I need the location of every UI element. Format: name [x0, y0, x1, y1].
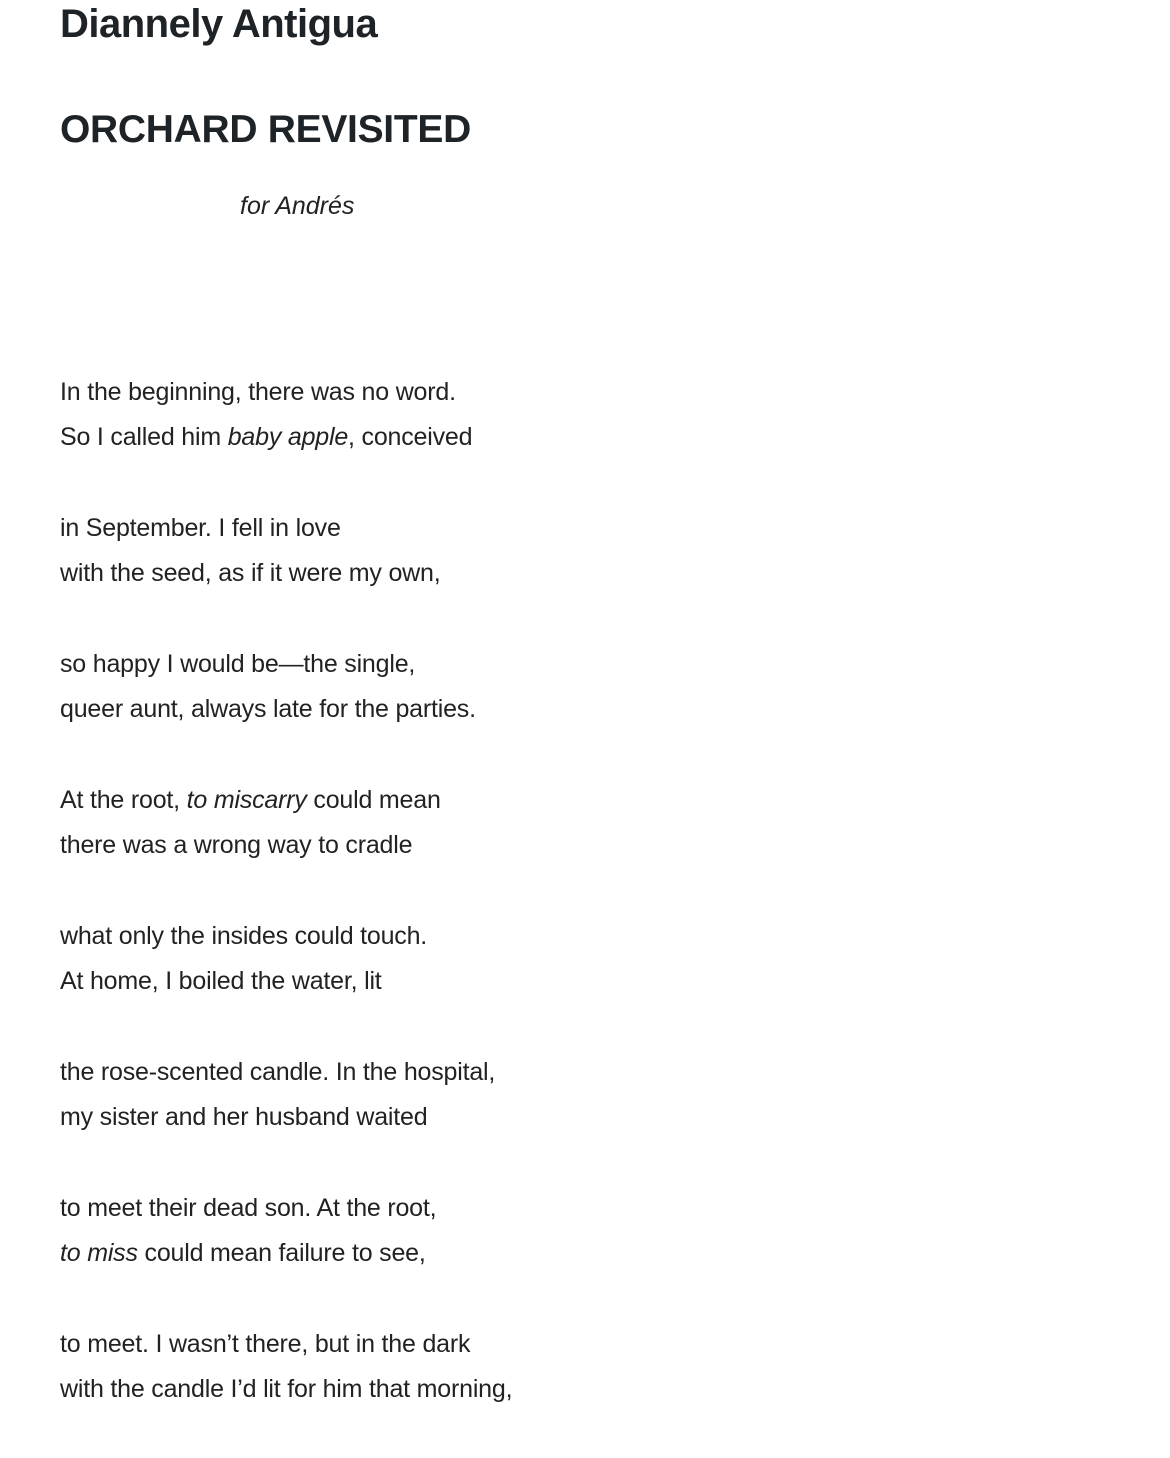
- poem-line: So I called him baby apple, conceived: [60, 423, 473, 451]
- stanza: [60, 642, 960, 732]
- poem-line: what only the insides could touch.: [60, 922, 428, 950]
- poem-line: At home, I boiled the water, lit: [60, 967, 382, 995]
- poem-line: the rose-scented candle. In the hospital,: [60, 1058, 496, 1086]
- poem-line: with the candle I’d lit for him that morning,: [60, 1375, 513, 1403]
- poem-line: in September. I fell in love: [60, 514, 341, 542]
- poem-line: there was a wrong way to cradle: [60, 831, 413, 859]
- stanza: [60, 506, 960, 596]
- poem-line: to meet. I wasn’t there, but in the dark: [60, 1330, 471, 1358]
- dedication: for Andrés: [240, 192, 355, 220]
- poem-line: queer aunt, always late for the parties.: [60, 695, 476, 723]
- poem-line: At the root, to miscarry could mean: [60, 786, 441, 814]
- poem-line: to miss could mean failure to see,: [60, 1239, 426, 1267]
- stanza: [60, 1322, 960, 1412]
- poem-line: In the beginning, there was no word.: [60, 378, 456, 406]
- stanza: [60, 914, 960, 1004]
- stanza: [60, 1050, 960, 1140]
- poem-line: my sister and her husband waited: [60, 1103, 428, 1131]
- poem-body: [60, 370, 960, 1458]
- poem-line: with the seed, as if it were my own,: [60, 559, 441, 587]
- poem-line: so happy I would be—the single,: [60, 650, 416, 678]
- poem-title: ORCHARD REVISITED: [60, 108, 471, 151]
- stanza: [60, 778, 960, 868]
- author-name: Diannely Antigua: [60, 2, 378, 46]
- stanza: [60, 1186, 960, 1276]
- stanza: [60, 370, 960, 460]
- poem-line: to meet their dead son. At the root,: [60, 1194, 437, 1222]
